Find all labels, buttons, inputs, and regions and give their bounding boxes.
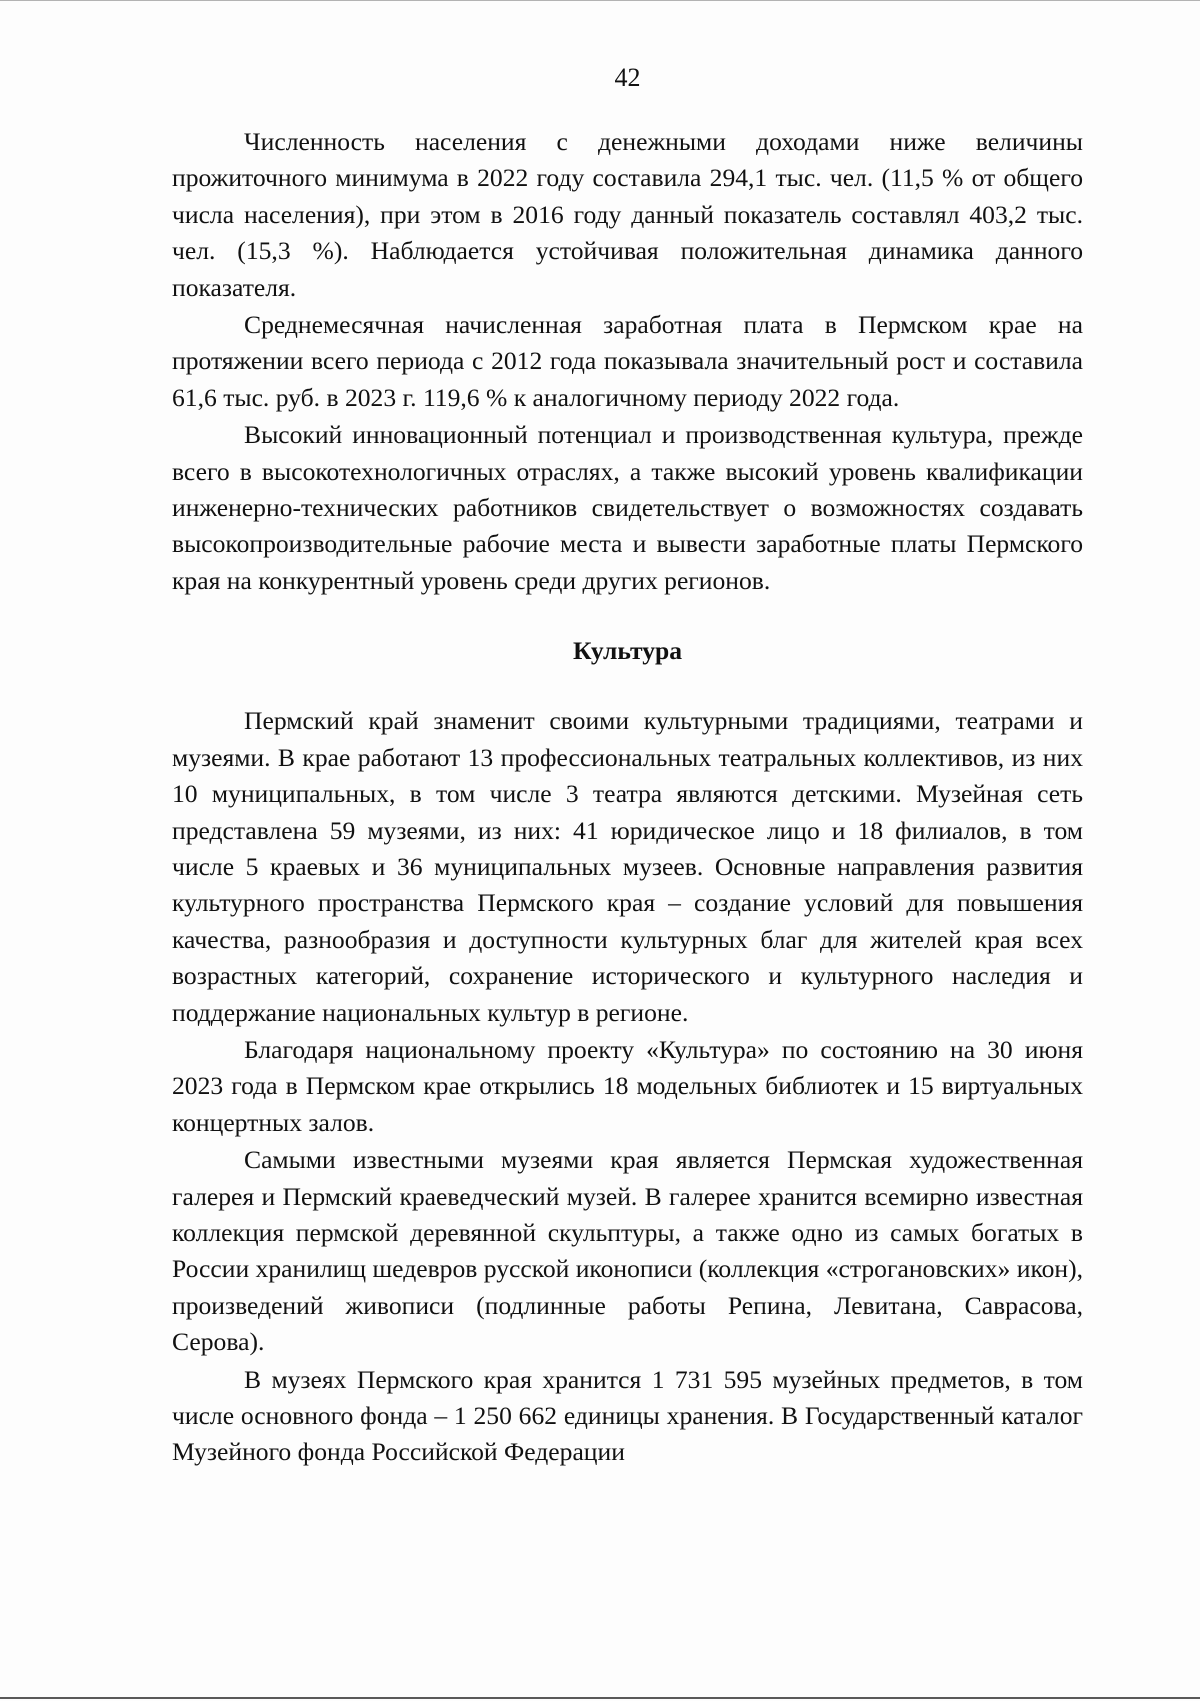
scan-edge-bottom [0, 1697, 1200, 1699]
paragraph-wages: Среднемесячная начисленная заработная плата в Пермском крае на протяжении всего периода с 2012 года показывала значительный рост и составила 61,6 тыс. руб. в 2023 г. 119,6 % к аналогичному периоду 2022 года. [172, 310, 1083, 412]
paragraph-poverty: Численность населения с денежными доходами ниже величины прожиточного минимума в 2022 году составила 294,1 тыс. чел. (11,5 % от общего числа населения), при этом в 2016 году данный показатель составлял 403,2 тыс. чел. (15,3 %). Наблюдается устойчивая положительная динамика данного показателя. [172, 127, 1083, 302]
page-content [172, 124, 1083, 1471]
paragraph-innovation: Высокий инновационный потенциал и производственная культура, прежде всего в высокотехнологичных отраслях, а также высокий уровень квалификации инженерно-технических работников свидетельствует о возможностях создавать высокопроизводительные рабочие места и вывести заработные платы Пермского края на конкурентный уровень среди других регионов. [172, 420, 1083, 595]
paragraph-national-project: Благодаря национальному проекту «Культура» по состоянию на 30 июня 2023 года в Пермском крае открылись 18 модельных библиотек и 15 виртуальных концертных залов. [172, 1034, 1083, 1137]
paragraph-museums: Самыми известными музеями края является Пермская художественная галерея и Пермский краеведческий музей. В галерее хранится всемирно известная коллекция пермской деревянной скульптуры, а также одно из самых богатых в России хранилищ шедевров русской иконописи (коллекция «строгановских» икон), произведений живописи (подлинные работы Репина, Левитана, Саврасова, Серова). [172, 1145, 1083, 1357]
paragraph-culture-traditions: Пермский край знаменит своими культурными традициями, театрами и музеями. В крае работают 13 профессиональных театральных коллективов, из них 10 муниципальных, в том числе 3 театра являются детскими. Музейная сеть представлена 59 музеями, из них: 41 юридическое лицо и 18 филиалов, в том числе 5 краевых и 36 муниципальных музеев. Основные направления развития культурного пространства Пермского края – создание условий для повышения качества, разнообразия и доступности культурных благ для жителей края всех возрастных категорий, сохранение исторического и культурного наследия и поддержание национальных культур в регионе. [172, 706, 1083, 1027]
scan-edge-top [0, 0, 1200, 1]
paragraph-museum-items: В музеях Пермского края хранится 1 731 595 музейных предметов, в том числе основного фонда – 1 250 662 единицы хранения. В Государственный каталог Музейного фонда Российской Федерации [172, 1364, 1083, 1467]
page-number: 42 [614, 63, 641, 92]
section-heading-culture: Культура [572, 636, 683, 666]
